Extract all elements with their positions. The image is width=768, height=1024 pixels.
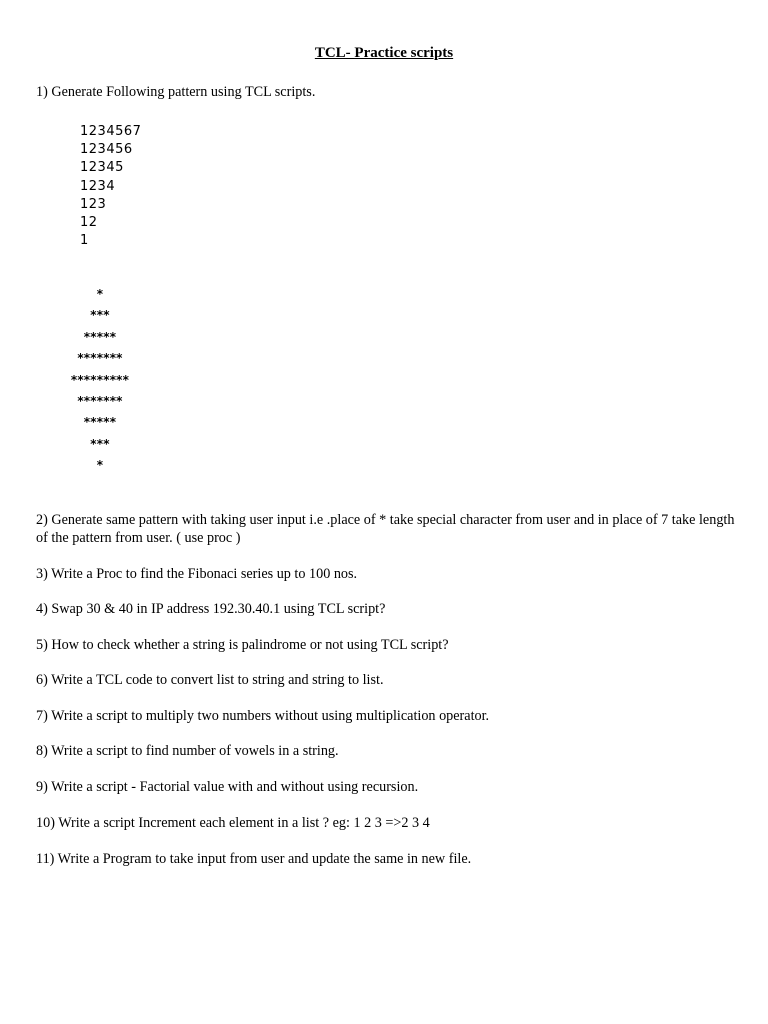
star-pattern-row: ***	[90, 308, 110, 323]
question-11: 11) Write a Program to take input from user and update the same in new file.	[36, 851, 472, 867]
star-pattern-row: *****	[83, 415, 117, 430]
question-10: 10) Write a script Increment each element in a list ? eg: 1 2 3 =>2 3 4	[36, 815, 430, 831]
star-pattern-row: ***	[90, 436, 110, 451]
star-pattern-row: *	[96, 287, 104, 301]
star-pattern-row: *	[96, 458, 104, 473]
question-9: 9) Write a script - Factorial value with and without using recursion.	[36, 779, 419, 795]
question-1: 1) Generate Following pattern using TCL scripts.	[36, 84, 316, 100]
question-5: 5) How to check whether a string is palindrome or not using TCL script?	[36, 637, 449, 653]
star-pattern-row: *******	[77, 393, 123, 408]
number-pattern-row: 12	[80, 214, 98, 230]
number-pattern	[80, 123, 141, 250]
question-8: 8) Write a script to find number of vowels in a string.	[36, 743, 339, 759]
question-4: 4) Swap 30 & 40 in IP address 192.30.40.1 using TCL script?	[36, 601, 386, 617]
star-pattern-row: *********	[70, 372, 130, 387]
question-6: 6) Write a TCL code to convert list to string and string to list.	[36, 672, 384, 688]
star-pattern	[48, 284, 152, 477]
question-2: 2) Generate same pattern with taking user input i.e .place of * take special character from user and in place of 7 take length of the pattern from user. ( use proc )	[36, 512, 735, 546]
question-7: 7) Write a script to multiply two numbers without using multiplication operator.	[36, 708, 490, 724]
number-pattern-row: 1234567	[80, 124, 142, 139]
question-3: 3) Write a Proc to find the Fibonaci series up to 100 nos.	[36, 566, 358, 582]
star-pattern-row: *******	[77, 351, 123, 366]
number-pattern-row: 123	[80, 196, 107, 212]
page-title: TCL- Practice scripts	[314, 45, 454, 61]
number-pattern-row: 1234	[80, 178, 116, 194]
number-pattern-row: 123456	[80, 142, 133, 158]
number-pattern-row: 12345	[80, 160, 124, 176]
star-pattern-row: *****	[83, 329, 117, 344]
number-pattern-row: 1	[80, 233, 89, 249]
